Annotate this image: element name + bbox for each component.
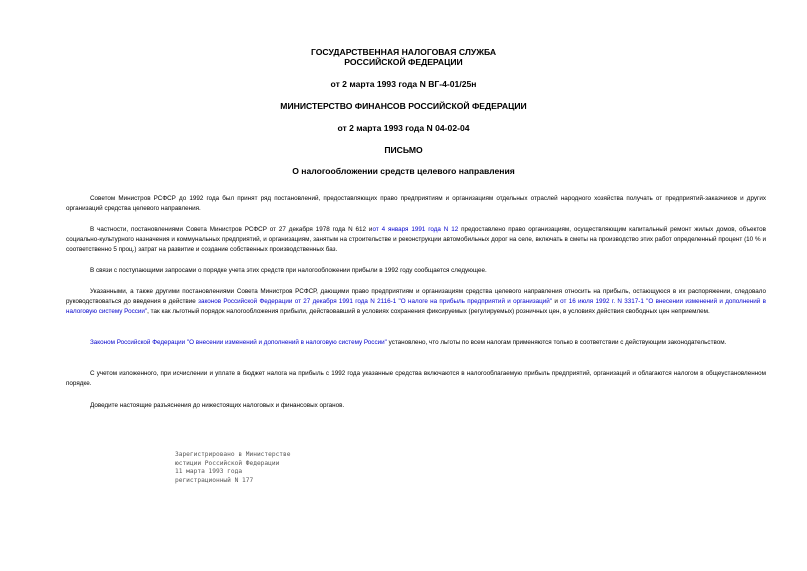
document-type: ПИСЬМО [384, 145, 423, 155]
ministry-letter-date: от 2 марта 1993 года N 04-02-04 [337, 123, 470, 133]
agency-title-line1: ГОСУДАРСТВЕННАЯ НАЛОГОВАЯ СЛУЖБА [310, 47, 497, 57]
registration-line-2: юстиции Российской Федерации [175, 459, 280, 467]
paragraph-4-text-mid: и [552, 298, 561, 305]
tax-system-law-link[interactable]: Законом Российской Федерации "О внесении изменений и дополнений в налоговую систему России" [90, 339, 387, 346]
registration-line-3: 11 марта 1993 года [175, 468, 243, 475]
ministry-title: МИНИСТЕРСТВО ФИНАНСОВ РОССИЙСКОЙ ФЕДЕРАЦИИ [280, 101, 527, 111]
registration-line-1: Зарегистрировано в Министерстве [175, 451, 291, 458]
profit-tax-law-link[interactable]: законов Российской Федерации от 27 декабря 1991 года N 2116-1 "О налоге на прибыль предприятий и организаций" [198, 298, 553, 305]
paragraph-3: В связи с поступающими запросами о порядке учета этих средств при налогообложении прибыли в 1992 году сообщается следующее. [90, 267, 487, 274]
paragraph-2 [66, 225, 766, 255]
registration-note [175, 451, 475, 485]
agency-letter-date: от 2 марта 1993 года N ВГ-4-01/25н [330, 79, 477, 89]
paragraph-5 [66, 338, 766, 348]
agency-title-line2: РОССИЙСКОЙ ФЕДЕРАЦИИ [344, 57, 463, 67]
paragraph-2-text-b: предоставлено право организациям, осуществляющим капитальный ремонт жилых домов, объектов социально-культурного назначения и коммунальных предприятий, и организациям, занятым на строительстве и реконструкции автомобильных дорог на селе, включать в сметы на производство этих работ определенный процент (10 % и соответственно 5 проц.) затрат на развитие и создание собственных производственных баз. [66, 226, 766, 253]
paragraph-4-text-b: , так как льготный порядок налогообложения прибыли, действовавший в условиях сохранения фиксируемых (регулируемых) розничных цен, в условиях действия свободных цен неприемлем. [147, 308, 710, 315]
paragraph-2-text-a: В частности, постановлениями Совета Министров РСФСР от 27 декабря 1978 года N 612 и [90, 226, 373, 233]
paragraph-7: Доведите настоящие разъяснения до нижестоящих налоговых и финансовых органов. [90, 402, 345, 409]
resolution-1991-link[interactable]: от 4 января 1991 года N 12 [372, 226, 459, 233]
paragraph-4 [66, 287, 766, 317]
paragraph-5-text-b: установлено, что льготы по всем налогам применяются только в соответствии с действующим законодательством. [386, 339, 727, 346]
paragraph-1: Советом Министров РСФСР до 1992 года был принят ряд постановлений, предоставляющих право предприятиям и организациям отдельных отраслей народного хозяйства получать от предприятий-заказчиков и других организаций средства целевого направления. [66, 195, 766, 212]
document-subject: О налогообложении средств целевого направления [292, 166, 515, 176]
tax-amendments-law-link[interactable]: от 16 июля 1992 г. N 3317-1 "О внесении изменений и дополнений в налоговую систему России" [66, 298, 766, 315]
registration-line-4: регистрационный N 177 [175, 476, 254, 484]
paragraph-4-text-a: Указанными, а также другими постановлениями Совета Министров РСФСР, дающими право предприятиям и организациям средства целевого направления относить на прибыль, остающуюся в их распоряжении, следовало руководствоваться до введения в действие [66, 288, 766, 305]
paragraph-6: С учетом изложенного, при исчислении и уплате в бюджет налога на прибыль с 1992 года указанные средства включаются в налогооблагаемую прибыль предприятий, организаций и облагаются налогом в общеустановленном порядке. [66, 370, 766, 387]
